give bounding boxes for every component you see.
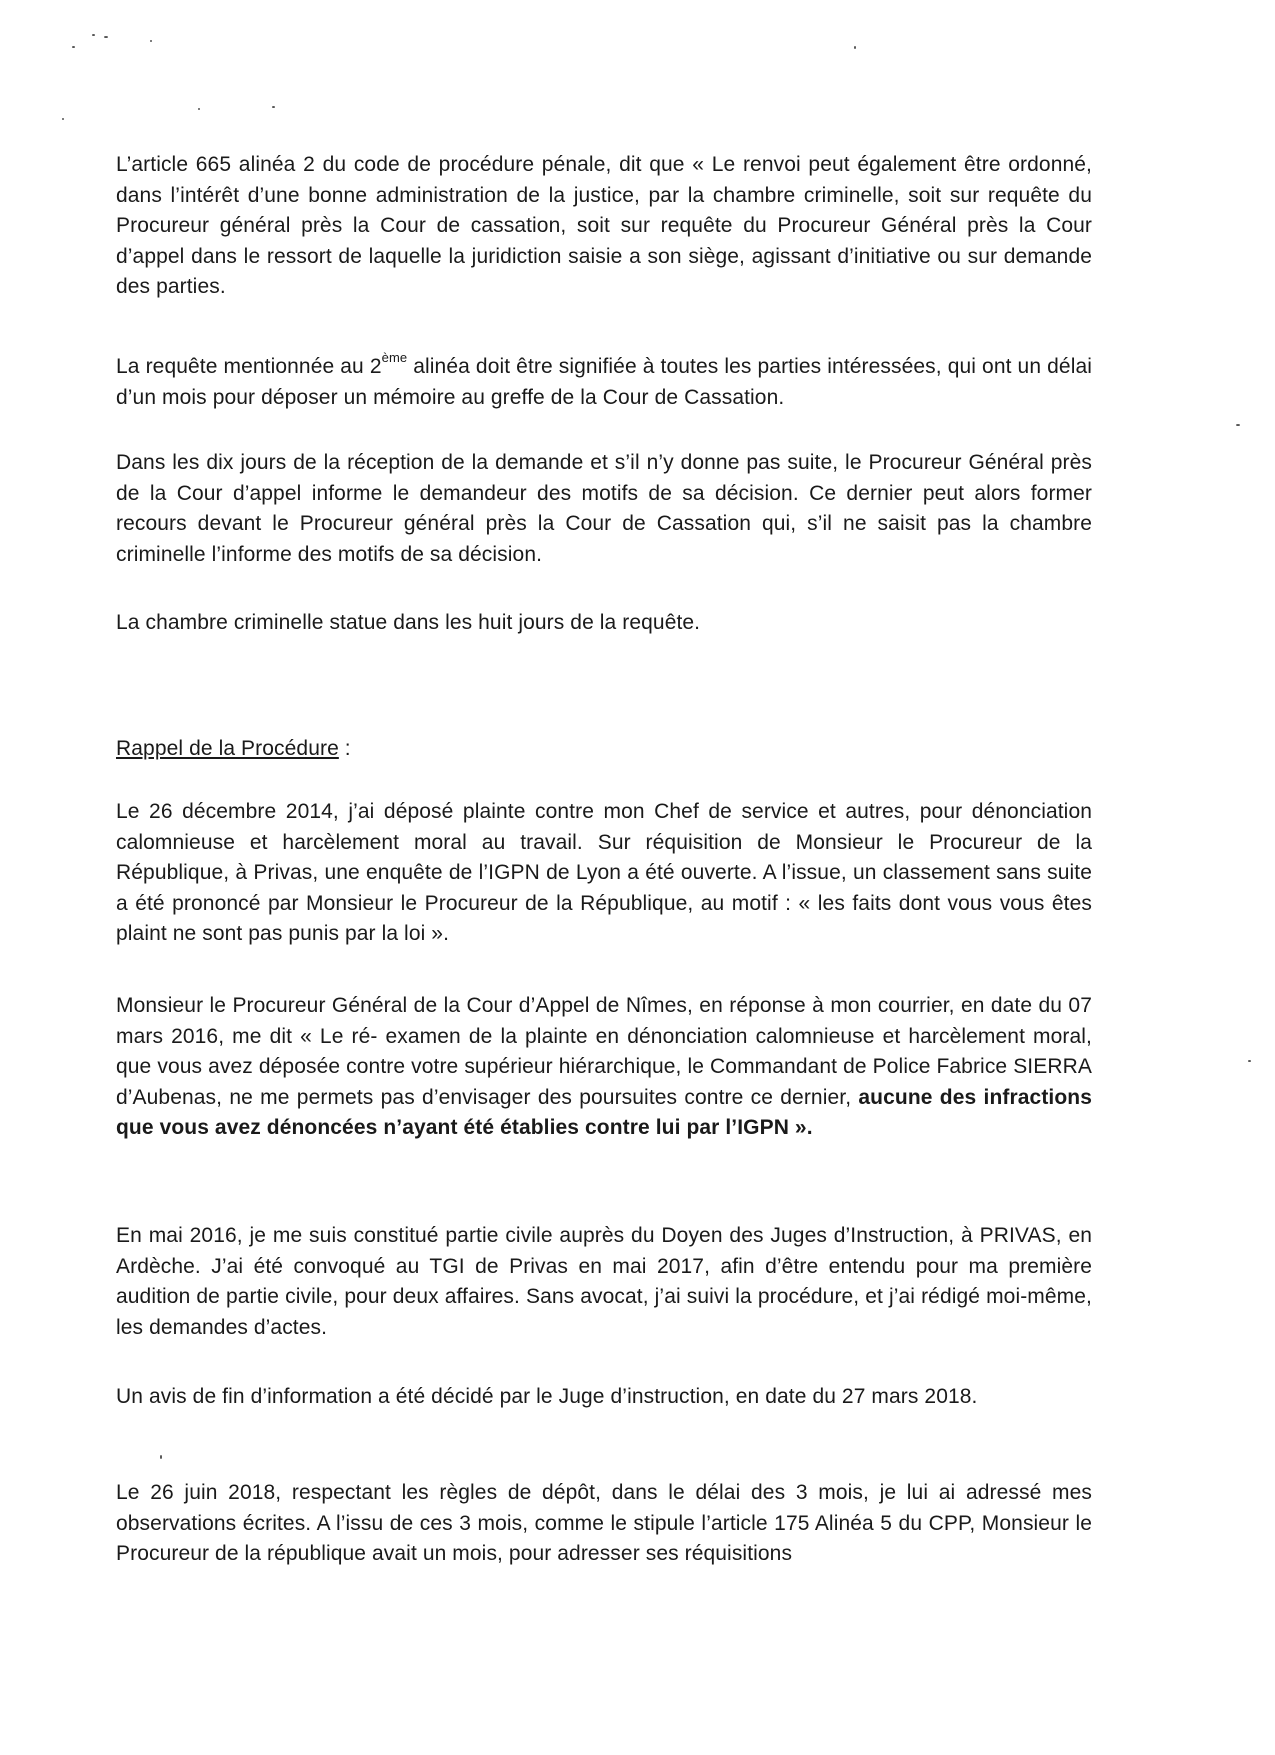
scan-speck bbox=[62, 118, 64, 120]
paragraph bbox=[116, 991, 1092, 1144]
scan-speck bbox=[92, 34, 95, 36]
bold-quote: aucune des infractions que vous avez dénoncées n’ayant été établies contre lui par l’IGPN ». bbox=[116, 1085, 1092, 1139]
paragraph-text bbox=[116, 991, 1092, 1144]
paragraph bbox=[116, 352, 1092, 413]
section-heading-block bbox=[116, 734, 1092, 765]
paragraph bbox=[116, 448, 1092, 570]
paragraph-text: Un avis de fin d’information a été décidé par le Juge d’instruction, en date du 27 mars 2018. bbox=[116, 1385, 978, 1408]
paragraph bbox=[116, 1221, 1092, 1343]
paragraph-text-part: alinéa doit être signifiée à toutes les parties intéressées, qui ont un délai d’un mois pour déposer un mémoire au greffe de la Cour de Cassation. bbox=[116, 355, 1093, 409]
paragraph bbox=[116, 1382, 1092, 1413]
paragraph-text-part: La requête mentionnée au 2 bbox=[116, 355, 382, 378]
scan-speck bbox=[150, 40, 152, 42]
paragraph bbox=[116, 150, 1092, 303]
section-heading-suffix: : bbox=[338, 737, 351, 760]
section-heading-text: Rappel de la Procédure bbox=[116, 737, 339, 760]
paragraph-text: Dans les dix jours de la réception de la demande et s’il n’y donne pas suite, le Procureur Général près de la Cour d’appel informe le demandeur des motifs de sa décision. Ce dernier peut alors former recours devant le Procureur général près la Cour de Cassation qui, s’il ne saisit pas la chambre criminelle l’informe des motifs de sa décision. bbox=[116, 451, 1092, 566]
paragraph bbox=[116, 797, 1092, 950]
paragraph-text: Le 26 juin 2018, respectant les règles de dépôt, dans le délai des 3 mois, je lui ai adressé mes observations écrites. A l’issu de ces 3 mois, comme le stipule l’article 175 Alinéa 5 du CPP, Monsieur le Procureur de la république avait un mois, pour adresser ses réquisitions bbox=[116, 1481, 1092, 1565]
paragraph bbox=[116, 1478, 1092, 1570]
scan-speck bbox=[160, 1455, 162, 1459]
section-heading bbox=[116, 734, 1092, 765]
paragraph-text: Le 26 décembre 2014, j’ai déposé plainte contre mon Chef de service et autres, pour dénonciation calomnieuse et harcèlement moral au travail. Sur réquisition de Monsieur le Procureur de la République, à Privas, une enquête de l’IGPN de Lyon a été ouverte. A l’issue, un classement sans suite a été prononcé par Monsieur le Procureur de la République, au motif : « les faits dont vous vous êtes plaint ne sont pas punis par la loi ». bbox=[116, 800, 1092, 945]
scan-speck bbox=[1248, 1060, 1251, 1062]
paragraph-text: En mai 2016, je me suis constitué partie civile auprès du Doyen des Juges d’Instruction, à PRIVAS, en Ardèche. J’ai été convoqué au TGI de Privas en mai 2017, afin d’être entendu pour ma première audition de partie civile, pour deux affaires. Sans avocat, j’ai suivi la procédure, et j’ai rédigé moi-même, les demandes d’actes. bbox=[116, 1224, 1092, 1339]
scan-speck bbox=[1236, 424, 1240, 426]
paragraph-text bbox=[116, 352, 1092, 413]
scan-speck bbox=[272, 106, 275, 108]
paragraph-text: L’article 665 alinéa 2 du code de procédure pénale, dit que « Le renvoi peut également être ordonné, dans l’intérêt d’une bonne administration de la justice, par la chambre criminelle, soit sur requête du Procureur général près la Cour de cassation, soit sur requête du Procureur Général près la Cour d’appel dans le ressort de laquelle la juridiction saisie a son siège, agissant d’initiative ou sur demande des parties. bbox=[116, 153, 1092, 298]
superscript: ème bbox=[381, 350, 408, 365]
paragraph-text-part: Monsieur le Procureur Général de la Cour d’Appel de Nîmes, en réponse à mon courrier, en date du 07 mars 2016, me dit « Le ré- examen de la plainte en dénonciation calomnieuse et harcèlement moral, que vous avez déposée contre votre supérieur hiérarchique, le Commandant de Police Fabrice SIERRA d’Aubenas, ne me permets pas d’envisager des poursuites contre ce dernier, bbox=[116, 994, 1092, 1109]
scan-speck bbox=[854, 46, 856, 49]
scan-speck bbox=[72, 46, 75, 48]
scan-speck bbox=[104, 36, 108, 38]
scan-speck bbox=[198, 108, 200, 110]
paragraph bbox=[116, 608, 1092, 639]
paragraph-text: La chambre criminelle statue dans les huit jours de la requête. bbox=[116, 611, 701, 634]
